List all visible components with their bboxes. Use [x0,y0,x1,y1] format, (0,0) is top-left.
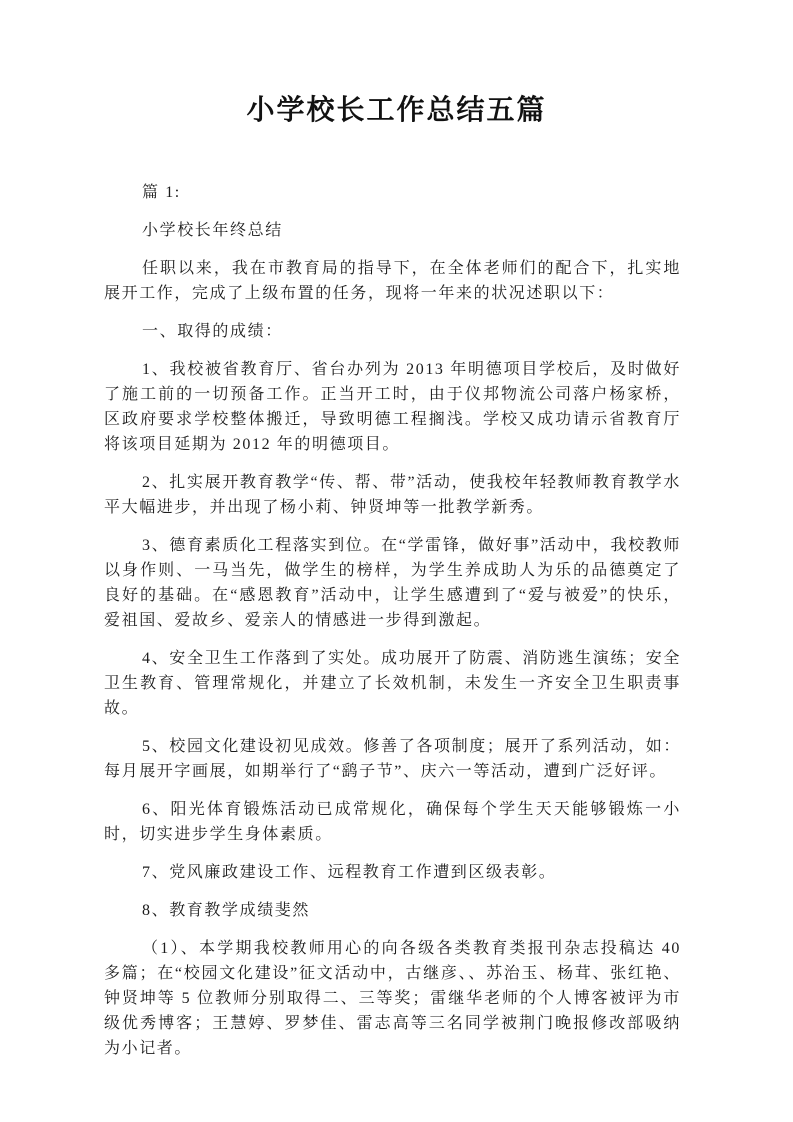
paragraph-item-2: 2、扎实展开教育教学“传、帮、带”活动，使我校年轻教师教育教学水平大幅进步，并出现了杨小莉、钟贤坤等一批教学新秀。 [104,474,681,516]
paragraph-item-3: 3、德育素质化工程落实到位。在“学雷锋，做好事”活动中，我校教师以身作则、一马当先，做学生的榜样，为学生养成助人为乐的品德奠定了良好的基础。在“感恩教育”活动中，让学生感遭到了“爱与被爱”的快乐，爱祖国、爱故乡、爱亲人的情感进一步得到激起。 [104,537,681,629]
paragraph-item-8-sub-1: （1）、本学期我校教师用心的向各级各类教育类报刊杂志投稿达 40 多篇；在“校园文化建设”征文活动中，古继彦、、苏治玉、杨茸、张红艳、钟贤坤等 5 位教师分别取得二、三等奖；雷继华老师的个人博客被评为市级优秀博客；王慧婷、罗梦佳、雷志高等三名同学被荆门晚报修改部吸纳为小记者。 [104,940,681,1057]
paragraph-item-6: 6、阳光体育锻炼活动已成常规化，确保每个学生天天能够锻炼一小时，切实进步学生身体素质。 [104,801,681,843]
paragraph-item-8: 8、教育教学成绩斐然 [142,902,311,919]
paragraph-section-heading: 一、取得的成绩： [142,323,283,340]
paragraph-item-5: 5、校园文化建设初见成效。修善了各项制度；展开了系列活动，如：每月展开字画展，如期举行了“鹞子节”、庆六一等活动，遭到广泛好评。 [104,738,681,780]
paragraph-item-4: 4、安全卫生工作落到了实处。成功展开了防震、消防逃生演练；安全卫生教育、管理常规化，并建立了长效机制，未发生一齐安全卫生职责事故。 [104,650,681,717]
document-body [104,180,681,1061]
paragraph-piece-label: 篇 1: [142,184,181,201]
document-title: 小学校长工作总结五篇 [246,95,547,126]
paragraph-subtitle: 小学校长年终总结 [142,222,283,239]
paragraph-item-1: 1、我校被省教育厅、省台办列为 2013 年明德项目学校后，及时做好了施工前的一切预备工作。正当开工时，由于仪邦物流公司落户杨家桥，区政府要求学校整体搬迁，导致明德工程搁浅。学校又成功请示省教育厅将该项目延期为 2012 年的明德项目。 [104,361,681,453]
paragraph-intro: 任职以来，我在市教育局的指导下，在全体老师们的配合下，扎实地展开工作，完成了上级布置的任务，现将一年来的状况述职以下： [104,260,681,302]
paragraph-item-7: 7、党风廉政建设工作、远程教育工作遭到区级表彰。 [142,864,557,881]
